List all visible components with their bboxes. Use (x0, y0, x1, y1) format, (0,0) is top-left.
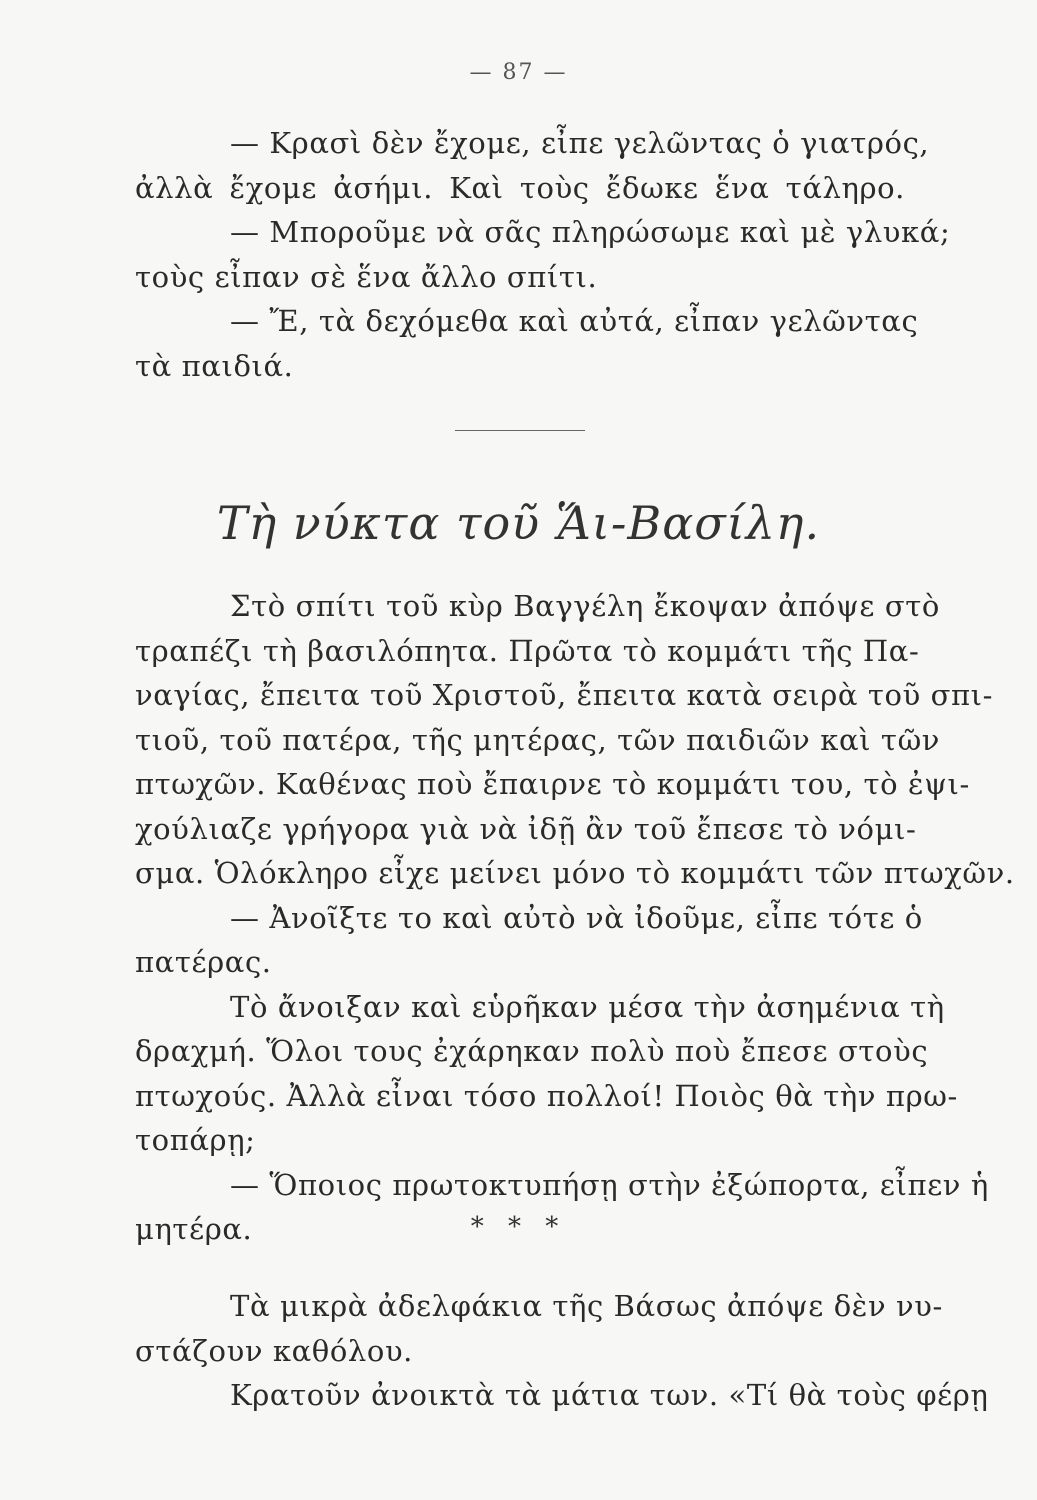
text-line: ναγίας, ἔπειτα τοῦ Χριστοῦ, ἔπειτα κατὰ σειρὰ τοῦ σπι- (135, 678, 994, 712)
text-line: — Ἔ, τὰ δεχόμεθα καὶ αὐτά, εἶπαν γελῶντας (230, 304, 919, 338)
text-section-1 (135, 121, 951, 388)
text-line: τιοῦ, τοῦ πατέρα, τῆς μητέρας, τῶν παιδιῶν καὶ τῶν (135, 722, 941, 757)
text-line: μητέρα. (135, 1212, 253, 1246)
section-asterisks: * * * (470, 1212, 567, 1242)
text-line: Κρατοῦν ἀνοικτὰ τὰ μάτια των. «Τί θὰ τοὺς φέρῃ (230, 1378, 989, 1412)
text-line: τοὺς εἶπαν σὲ ἕνα ἄλλο σπίτι. (135, 259, 598, 294)
text-section-2 (135, 584, 1015, 1252)
section-divider (455, 430, 585, 431)
text-line: δραχμή. Ὅλοι τους ἐχάρηκαν πολὺ ποὺ ἔπεσε στοὺς (135, 1034, 929, 1068)
text-line: χούλιαζε γρήγορα γιὰ νὰ ἰδῇ ἂν τοῦ ἔπεσε τὸ νόμι- (135, 811, 917, 846)
text-line: — Ἀνοῖξτε το καὶ αὐτὸ νὰ ἰδοῦμε, εἶπε τότε ὁ (230, 900, 923, 935)
chapter-title: Τὴ νύκτα τοῦ Ἅι-Βασίλη. (216, 496, 821, 550)
text-line: Τὰ μικρὰ ἀδελφάκια τῆς Βάσως ἀπόψε δὲν νυ- (230, 1289, 943, 1323)
text-line: — Μποροῦμε νὰ σᾶς πληρώσωμε καὶ μὲ γλυκά; (230, 215, 951, 249)
page-number: — 87 — (469, 60, 568, 85)
text-line: τοπάρῃ; (135, 1123, 256, 1157)
text-section-3 (135, 1284, 989, 1418)
text-line: τὰ παιδιά. (135, 348, 294, 383)
text-line: πτωχῶν. Καθένας ποὺ ἔπαιρνε τὸ κομμάτι του, τὸ ἐψι- (135, 767, 970, 801)
text-line: πατέρας. (135, 945, 272, 979)
text-line: — Κρασὶ δὲν ἔχομε, εἶπε γελῶντας ὁ γιατρός, (230, 126, 930, 160)
text-line: σμα. Ὁλόκληρο εἶχε μείνει μόνο τὸ κομμάτι τῶν πτωχῶν. (135, 856, 1015, 890)
text-line: ἀλλὰ ἔχομε ἀσήμι. Καὶ τοὺς ἔδωκε ἕνα τάληρο. (135, 170, 905, 205)
text-line: πτωχούς. Ἀλλὰ εἶναι τόσο πολλοί! Ποιὸς θὰ τὴν πρω- (135, 1078, 958, 1113)
text-line: τραπέζι τὴ βασιλόπητα. Πρῶτα τὸ κομμάτι τῆς Πα- (135, 633, 920, 668)
text-line: Τὸ ἄνοιξαν καὶ εὑρῆκαν μέσα τὴν ἀσημένια τὴ (230, 989, 945, 1024)
text-line: Στὸ σπίτι τοῦ κὺρ Βαγγέλη ἔκοψαν ἀπόψε στὸ (230, 589, 940, 623)
text-line: — Ὅποιος πρωτοκτυπήσῃ στὴν ἐξώπορτα, εἶπεν ἡ (230, 1167, 989, 1202)
text-line: στάζουν καθόλου. (135, 1333, 413, 1368)
